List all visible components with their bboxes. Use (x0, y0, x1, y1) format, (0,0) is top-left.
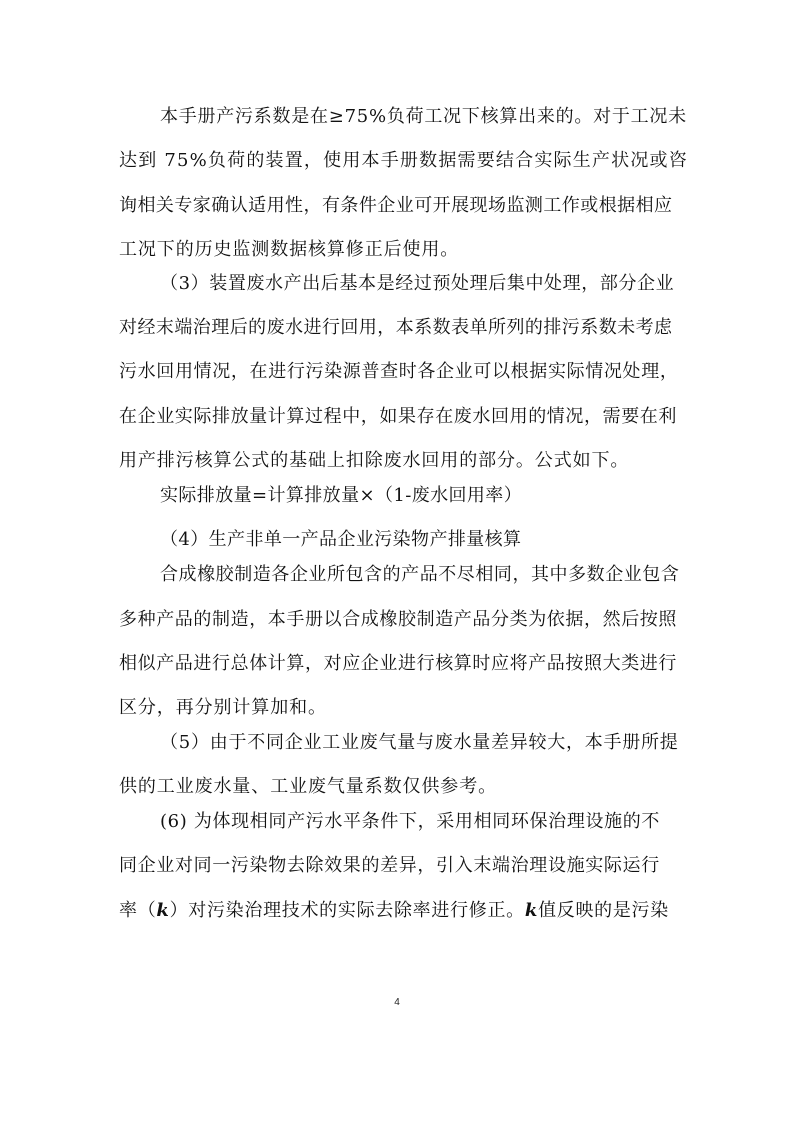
paragraph-line: （5）由于不同企业工业废气量与废水量差异较大，本手册所提 (160, 732, 679, 753)
paragraph-line: 同企业对同一污染物去除效果的差异，引入末端治理设施实际运行 (119, 855, 660, 876)
paragraph-line: 区分，再分别计算加和。 (119, 697, 327, 718)
variable-k: k (524, 900, 539, 921)
paragraph-line: 询相关专家确认适用性，有条件企业可开展现场监测工作或根据相应 (119, 195, 673, 216)
text-segment: 率（ (119, 900, 157, 921)
text-segment: 值反映的是污染 (538, 900, 669, 921)
paragraph-line: (6) 为体现相同产污水平条件下，采用相同环保治理设施的不 (160, 811, 661, 832)
page-number: 4 (394, 997, 400, 1008)
paragraph-line: 多种产品的制造，本手册以合成橡胶制造产品分类为依据，然后按照 (119, 609, 677, 630)
paragraph-line: 在企业实际排放量计算过程中，如果存在废水回用的情况，需要在利 (119, 406, 677, 427)
paragraph-line: 达到 75%负荷的装置，使用本手册数据需要结合实际生产状况或咨 (119, 150, 688, 171)
paragraph-line: 对经末端治理后的废水进行回用，本系数表单所列的排污系数未考虑 (119, 317, 673, 338)
paragraph-line: 用产排污核算公式的基础上扣除废水回用的部分。公式如下。 (119, 450, 630, 471)
paragraph-line: 供的工业废水量、工业废气量系数仅供参考。 (119, 776, 497, 797)
text-segment: ）对污染治理技术的实际去除率进行修正。 (169, 900, 525, 921)
paragraph-line: 污水回用情况，在进行污染源普查时各企业可以根据实际情况处理， (119, 361, 679, 382)
variable-k: k (156, 900, 170, 921)
paragraph-line: 相似产品进行总体计算，对应企业进行核算时应将产品按照大类进行 (119, 653, 677, 674)
formula-line: 实际排放量=计算排放量×（1-废水回用率） (160, 485, 523, 506)
paragraph-line: 本手册产污系数是在≥75%负荷工况下核算出来的。对于工况未 (160, 106, 687, 127)
paragraph-line-with-variable (119, 900, 669, 922)
paragraph-line: 工况下的历史监测数据核算修正后使用。 (119, 239, 460, 260)
paragraph-line: （3）装置废水产出后基本是经过预处理后集中处理，部分企业 (160, 273, 675, 294)
paragraph-line: 合成橡胶制造各企业所包含的产品不尽相同，其中多数企业包含 (160, 564, 680, 585)
section-heading: （4）生产非单一产品企业污染物产排量核算 (160, 529, 522, 550)
